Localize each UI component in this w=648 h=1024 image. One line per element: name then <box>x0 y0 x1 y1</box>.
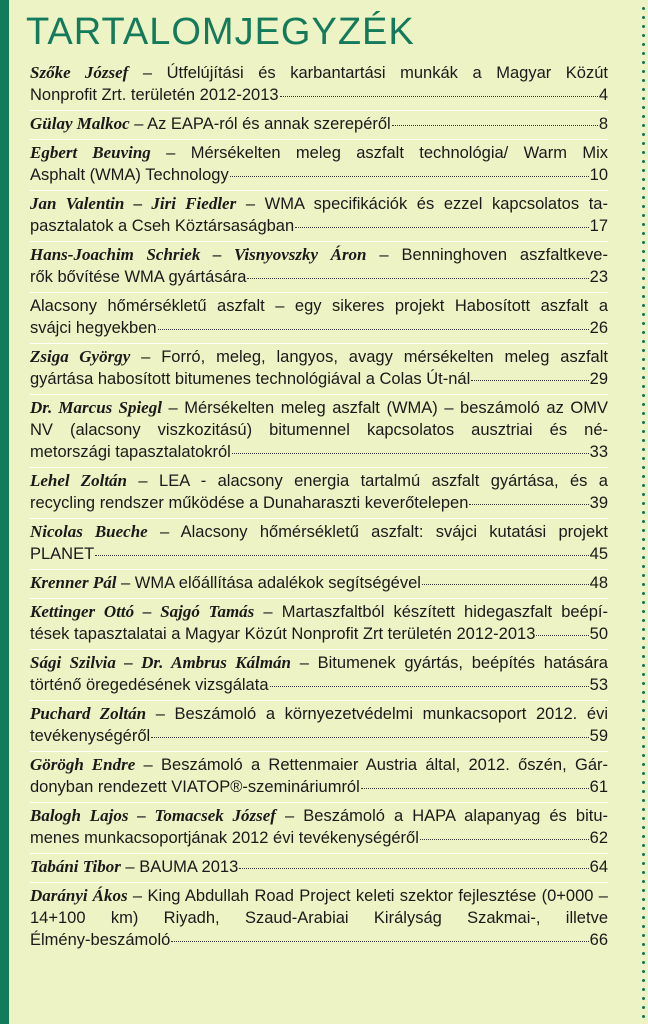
toc-entry-text <box>30 295 608 317</box>
toc-entry-text <box>30 805 608 827</box>
toc-entry[interactable] <box>30 395 608 468</box>
toc-entry-text <box>30 521 608 543</box>
toc-entry-last-line <box>30 266 246 288</box>
toc-entry-authors: Gülay Malkoc <box>30 114 130 133</box>
toc-entry-title: Mérsékelten meleg aszfalt technológia/ Warm Mix <box>190 144 608 162</box>
toc-entry-title-end: PLANET <box>30 545 95 563</box>
dot-leader <box>158 329 589 330</box>
toc-entry-title: Beszámoló a Rettenmaier Austria által, 2012. őszén, Gár- <box>161 756 608 774</box>
toc-entry-authors: Kettinger Ottó – Sajgó Tamás <box>30 602 255 621</box>
toc-entry-title-end: rők bővítése WMA gyártására <box>30 268 247 286</box>
toc-entry-title-end: Az EAPA-ról és annak szerepéről <box>147 115 391 133</box>
toc-entry-text <box>30 244 608 266</box>
dot-leader <box>232 453 589 454</box>
toc-entry-authors: Görögh Endre <box>30 755 136 774</box>
table-of-contents <box>30 60 608 955</box>
page-number[interactable]: 33 <box>589 443 608 461</box>
dot-leader <box>239 868 588 869</box>
toc-entry-authors: Krenner Pál <box>30 573 117 592</box>
toc-entry-authors: Zsiga György <box>30 347 131 366</box>
toc-entry[interactable] <box>30 519 608 570</box>
dot-leader <box>295 227 588 228</box>
toc-entry-title: Mérsékelten meleg aszfalt (WMA) – beszámoló az OMV NV (alacsony viszkozitású) bitumennel kapcsolatos ausztriai és né- <box>30 399 608 439</box>
dot-leader <box>151 737 588 738</box>
toc-entry-title-end: WMA előállítása adalékok segítségével <box>134 574 421 592</box>
toc-entry-last-line <box>30 113 391 135</box>
toc-entry-authors: Dr. Marcus Spiegl <box>30 398 162 417</box>
toc-entry-separator: – <box>254 603 282 621</box>
toc-entry-title: Benninghoven aszfaltkeve- <box>401 246 608 264</box>
toc-entry-separator: – <box>116 574 135 592</box>
toc-entry-last-line <box>30 215 294 237</box>
toc-entry-title-end: tések tapasztalatai a Magyar Közút Nonprofit Zrt területén 2012-2013 <box>30 625 536 643</box>
toc-entry[interactable] <box>30 650 608 701</box>
toc-entry[interactable] <box>30 140 608 191</box>
toc-entry-title: Bitumenek gyártás, beépítés hatására <box>317 654 608 672</box>
toc-entry-text <box>30 62 608 84</box>
toc-entry-authors: Lehel Zoltán <box>30 471 128 490</box>
toc-entry-title: Alacsony hőmérsékletű aszfalt: svájci kutatási projekt <box>180 523 608 541</box>
toc-entry-text <box>30 397 608 441</box>
toc-entry-title: Beszámoló a HAPA alapanyag és bitu- <box>303 807 608 825</box>
dot-leader <box>230 176 589 177</box>
toc-entry-last-line <box>30 856 238 878</box>
toc-entry-last-line <box>30 368 470 390</box>
toc-entry-text <box>30 885 608 929</box>
toc-entry-title: Útfelújítási és karbantartási munkák a Magyar Közút <box>166 64 608 82</box>
toc-entry-title: Alacsony hőmérsékletű aszfalt – egy sikeres projekt Habosított aszfalt a <box>30 297 608 315</box>
dot-leader <box>536 635 588 636</box>
toc-entry-last-line <box>30 623 535 645</box>
page-number[interactable]: 48 <box>589 574 608 592</box>
toc-entry-authors: Hans-Joachim Schriek – Visnyovszky Áron <box>30 245 367 264</box>
dot-leader <box>95 555 588 556</box>
page-number[interactable]: 8 <box>598 115 608 133</box>
toc-entry-text <box>30 193 608 215</box>
toc-entry-last-line <box>30 827 419 849</box>
page-number[interactable]: 61 <box>589 778 608 796</box>
toc-entry-title-end: BAUMA 2013 <box>139 858 239 876</box>
page-number[interactable]: 26 <box>589 319 608 337</box>
toc-entry-authors: Tabáni Tibor <box>30 857 121 876</box>
toc-entry-title-end: gyártása habosított bitumenes technológiával a Colas Út-nál <box>30 370 471 388</box>
page-number[interactable]: 64 <box>589 858 608 876</box>
toc-entry-separator: – <box>366 246 402 264</box>
toc-entry-separator: – <box>120 858 140 876</box>
toc-entry-last-line <box>30 929 170 951</box>
toc-entry-title-end: donyban rendezett VIATOP®-szemináriumról <box>30 778 360 796</box>
toc-entry-text <box>30 754 608 776</box>
page-number[interactable]: 4 <box>598 86 608 104</box>
toc-entry-text <box>30 652 608 674</box>
page-number[interactable]: 66 <box>589 931 608 949</box>
toc-entry[interactable] <box>30 599 608 650</box>
toc-entry-separator: – <box>146 705 175 723</box>
toc-entry[interactable] <box>30 701 608 752</box>
toc-entry-title-end: Asphalt (WMA) Technology <box>30 166 229 184</box>
toc-entry-title-end: menes munkacsoportjának 2012 évi tevékenységéről <box>30 829 419 847</box>
page-number[interactable]: 53 <box>589 676 608 694</box>
dot-leader <box>471 380 588 381</box>
toc-entry-authors: Puchard Zoltán <box>30 704 147 723</box>
toc-entry-separator: – <box>236 195 265 213</box>
toc-entry-last-line <box>30 441 231 463</box>
page-number[interactable]: 39 <box>589 494 608 512</box>
dot-leader <box>392 125 598 126</box>
dot-leader <box>280 96 598 97</box>
toc-entry-last-line <box>30 317 157 339</box>
toc-entry-title-end: Élmény-beszámoló <box>30 931 171 949</box>
toc-entry[interactable] <box>30 570 608 599</box>
toc-entry-last-line <box>30 492 468 514</box>
toc-entry-title-end: svájci hegyekben <box>30 319 157 337</box>
page-number[interactable]: 29 <box>589 370 608 388</box>
toc-entry-title: Martaszfaltból készített hidegaszfalt beépí- <box>281 603 608 621</box>
toc-entry[interactable] <box>30 111 608 140</box>
toc-entry[interactable] <box>30 883 608 955</box>
toc-entry-title: Beszámoló a környezetvédelmi munkacsoport 2012. évi <box>174 705 608 723</box>
page-number[interactable]: 50 <box>589 625 608 643</box>
toc-entry-separator: – <box>135 756 162 774</box>
toc-entry-text <box>30 142 608 164</box>
toc-entry-title-end: pasztalatok a Cseh Köztársaságban <box>30 217 295 235</box>
toc-entry-title-end: recycling rendszer működése a Dunaharaszti keverőtelepen <box>30 494 469 512</box>
toc-entry-last-line <box>30 84 279 106</box>
dot-leader <box>469 504 588 505</box>
toc-entry-separator: – <box>161 399 185 417</box>
right-dotted-border <box>642 4 645 1020</box>
toc-entry[interactable] <box>30 803 608 854</box>
toc-entry-separator: – <box>147 523 181 541</box>
toc-entry-last-line <box>30 674 269 696</box>
toc-entry-separator: – <box>291 654 318 672</box>
toc-entry-title: King Abdullah Road Project keleti szektor fejlesztése (0+000 – 14+100 km) Riyadh, Szaud-Arabiai Királyság Szakmai-, illetve <box>30 887 608 927</box>
toc-entry-text <box>30 601 608 623</box>
page-number[interactable]: 62 <box>589 829 608 847</box>
toc-entry-title: LEA - alacsony energia tartalmú aszfalt gyártása, és a <box>159 472 608 490</box>
toc-entry-separator: – <box>127 887 148 905</box>
toc-entry[interactable] <box>30 344 608 395</box>
toc-entry-last-line <box>30 776 360 798</box>
toc-entry[interactable] <box>30 60 608 111</box>
page-number[interactable]: 10 <box>589 166 608 184</box>
toc-entry-text <box>30 346 608 368</box>
toc-entry[interactable] <box>30 242 608 293</box>
dot-leader <box>422 584 589 585</box>
toc-entry[interactable] <box>30 293 608 344</box>
dot-leader <box>270 686 589 687</box>
toc-entry[interactable] <box>30 752 608 803</box>
toc-entry-title-end: metországi tapasztalatokról <box>30 443 231 461</box>
toc-entry[interactable] <box>30 191 608 242</box>
toc-entry-title: Forró, meleg, langyos, avagy mérsékelten meleg aszfalt <box>161 348 608 366</box>
toc-entry-authors: Nicolas Bueche <box>30 522 148 541</box>
left-accent-bar <box>0 0 9 1024</box>
toc-entry-authors: Szőke József <box>30 63 129 82</box>
toc-entry-title: WMA specifikációk és ezzel kapcsolatos ta- <box>264 195 608 213</box>
dot-leader <box>247 278 588 279</box>
toc-entry-separator: – <box>275 807 304 825</box>
toc-entry-separator: – <box>128 64 167 82</box>
toc-entry-title-end: tevékenységéről <box>30 727 151 745</box>
toc-entry[interactable] <box>30 468 608 519</box>
dot-leader <box>171 941 588 942</box>
page-title: TARTALOMJEGYZÉK <box>26 11 415 53</box>
dot-leader <box>361 788 589 789</box>
toc-entry-authors: Balogh Lajos – Tomacsek József <box>30 806 276 825</box>
toc-entry-authors: Darányi Ákos <box>30 886 128 905</box>
toc-entry-text <box>30 703 608 725</box>
toc-entry-last-line <box>30 725 150 747</box>
toc-entry-separator: – <box>129 115 148 133</box>
toc-entry-separator: – <box>127 472 160 490</box>
toc-entry[interactable] <box>30 854 608 883</box>
toc-entry-last-line <box>30 164 229 186</box>
toc-entry-last-line <box>30 543 94 565</box>
toc-entry-authors: Jan Valentin – Jiri Fiedler <box>30 194 237 213</box>
toc-entry-title-end: történő öregedésének vizsgálata <box>30 676 269 694</box>
page-number[interactable]: 45 <box>589 545 608 563</box>
toc-entry-authors: Egbert Beuving <box>30 143 151 162</box>
page-number[interactable]: 59 <box>589 727 608 745</box>
toc-entry-separator: – <box>130 348 162 366</box>
toc-entry-last-line <box>30 572 421 594</box>
page-number[interactable]: 23 <box>589 268 608 286</box>
toc-entry-authors: Sági Szilvia – Dr. Ambrus Kálmán <box>30 653 291 672</box>
page-number[interactable]: 17 <box>589 217 608 235</box>
toc-entry-separator: – <box>150 144 191 162</box>
toc-entry-text <box>30 470 608 492</box>
toc-entry-title-end: Nonprofit Zrt. területén 2012-2013 <box>30 86 279 104</box>
dot-leader <box>420 839 589 840</box>
